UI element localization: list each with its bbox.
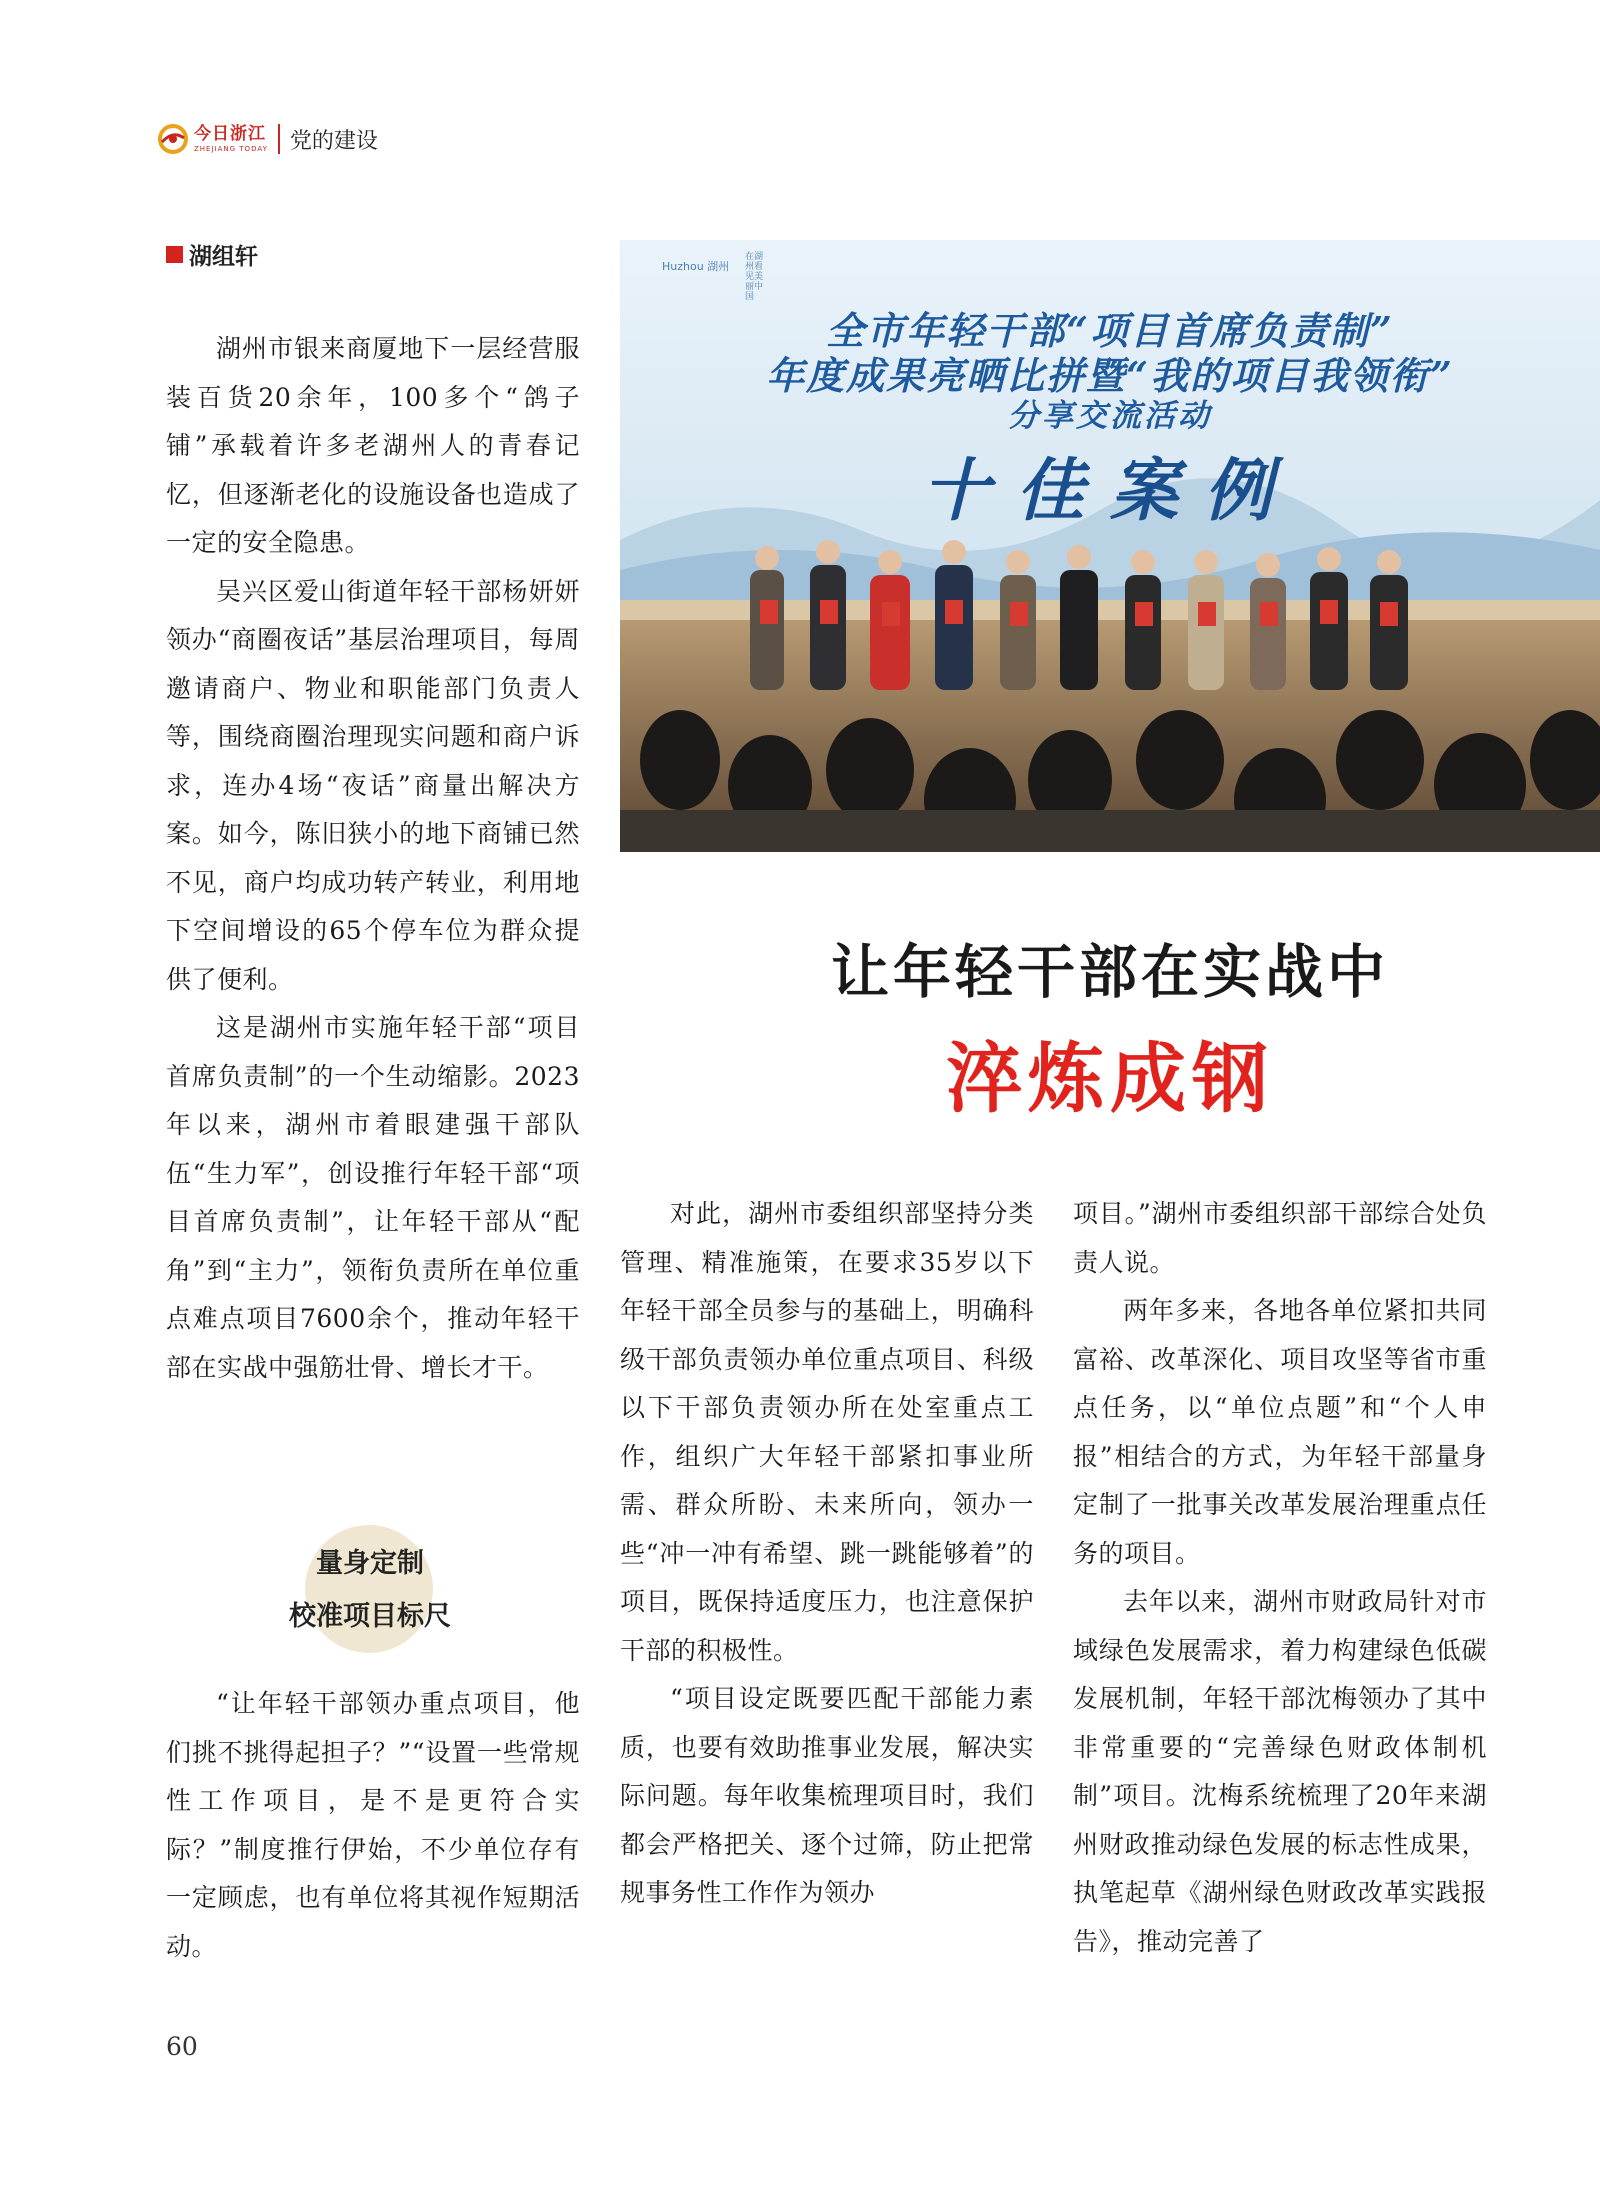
subheading-line-1: 量身定制 [316, 1548, 424, 1579]
sun-swirl-icon [158, 124, 188, 154]
headline-line-2: 淬炼成钢 [946, 1034, 1274, 1123]
page-number: 60 [166, 2032, 198, 2061]
event-photo [620, 240, 1600, 852]
banner-line-3: 分享交流活动 [1008, 398, 1212, 434]
headline-line-1: 让年轻干部在实战中 [830, 938, 1389, 1006]
paragraph: 湖州市银来商厦地下一层经营服装百货20余年，100多个“鸽子铺”承载着许多老湖州人的青春记忆，但逐渐老化的设施设备也造成了一定的安全隐患。 [166, 334, 580, 557]
banner-logo: Huzhou 湖州 [662, 260, 730, 273]
column-3 [1073, 1190, 1487, 1966]
column-1-top [166, 325, 580, 1392]
header-divider [278, 124, 280, 154]
paragraph: 项目。”湖州市委组织部干部综合处负责人说。 [1073, 1199, 1487, 1277]
banner-line-1: 全市年轻干部“项目首席负责制” [826, 308, 1394, 353]
banner-line-2: 年度成果亮晒比拼暨“我的项目我领衔” [766, 353, 1454, 398]
banner-line-4: 十佳案例 [921, 451, 1298, 531]
column-2 [620, 1190, 1034, 1918]
banner-emblem: 在湖州看见美丽中国 [745, 252, 764, 302]
paragraph: 这是湖州市实施年轻干部“项目首席负责制”的一个生动缩影。2023年以来，湖州市着眼建强干部队伍“生力军”，创设推行年轻干部“项目首席负责制”，让年轻干部从“配角”到“主力”，领衔负责所在单位重点难点项目7600余个，推动年轻干部在实战中强筋壮骨、增长才干。 [166, 1013, 580, 1382]
logo-english-text: ZHEJIANG TODAY [194, 144, 268, 153]
page-header [158, 118, 378, 160]
logo-chinese-text: 今日浙江 [194, 123, 266, 144]
red-square-icon [166, 246, 183, 263]
paragraph: 吴兴区爱山街道年轻干部杨妍妍领办“商圈夜话”基层治理项目，每周邀请商户、物业和职能部门负责人等，围绕商圈治理现实问题和商户诉求，连办4场“夜话”商量出解决方案。如今，陈旧狭小的地下商铺已然不见，商户均成功转产转业，利用地下空间增设的65个停车位为群众提供了便利。 [166, 576, 580, 994]
paragraph: 去年以来，湖州市财政局针对市域绿色发展需求，着力构建绿色低碳发展机制，年轻干部沈梅领办了其中非常重要的“完善绿色财政体制机制”项目。沈梅系统梳理了20年来湖州财政推动绿色发展的标志性成果，执笔起草《湖州绿色财政改革实践报告》，推动完善了 [1073, 1587, 1487, 1956]
section-name: 党的建设 [289, 128, 378, 154]
subheading-line-2: 校准项目标尺 [289, 1601, 451, 1632]
paragraph: “让年轻干部领办重点项目，他们挑不挑得起担子？”“设置一些常规性工作项目，是不是更符合实际？”制度推行伊始，不少单位存有一定顾虑，也有单位将其视作短期活动。 [166, 1689, 580, 1961]
byline [166, 238, 258, 271]
byline-author: 湖组轩 [189, 244, 258, 270]
subheading [240, 1537, 500, 1643]
magazine-logo [158, 124, 268, 154]
paragraph: “项目设定既要匹配干部能力素质，也要有效助推事业发展，解决实际问题。每年收集梳理项目时，我们都会严格把关、逐个过筛，防止把常规事务性工作作为领办 [620, 1684, 1034, 1907]
column-1-bottom [166, 1680, 580, 1971]
paragraph: 两年多来，各地各单位紧扣共同富裕、改革深化、项目攻坚等省市重点任务，以“单位点题”和“个人申报”相结合的方式，为年轻干部量身定制了一批事关改革发展治理重点任务的项目。 [1073, 1296, 1487, 1568]
paragraph: 对此，湖州市委组织部坚持分类管理、精准施策，在要求35岁以下年轻干部全员参与的基础上，明确科级干部负责领办单位重点项目、科级以下干部负责领办所在处室重点工作，组织广大年轻干部紧扣事业所需、群众所盼、未来所向，领办一些“冲一冲有希望、跳一跳能够着”的项目，既保持适度压力，也注意保护干部的积极性。 [620, 1199, 1034, 1665]
